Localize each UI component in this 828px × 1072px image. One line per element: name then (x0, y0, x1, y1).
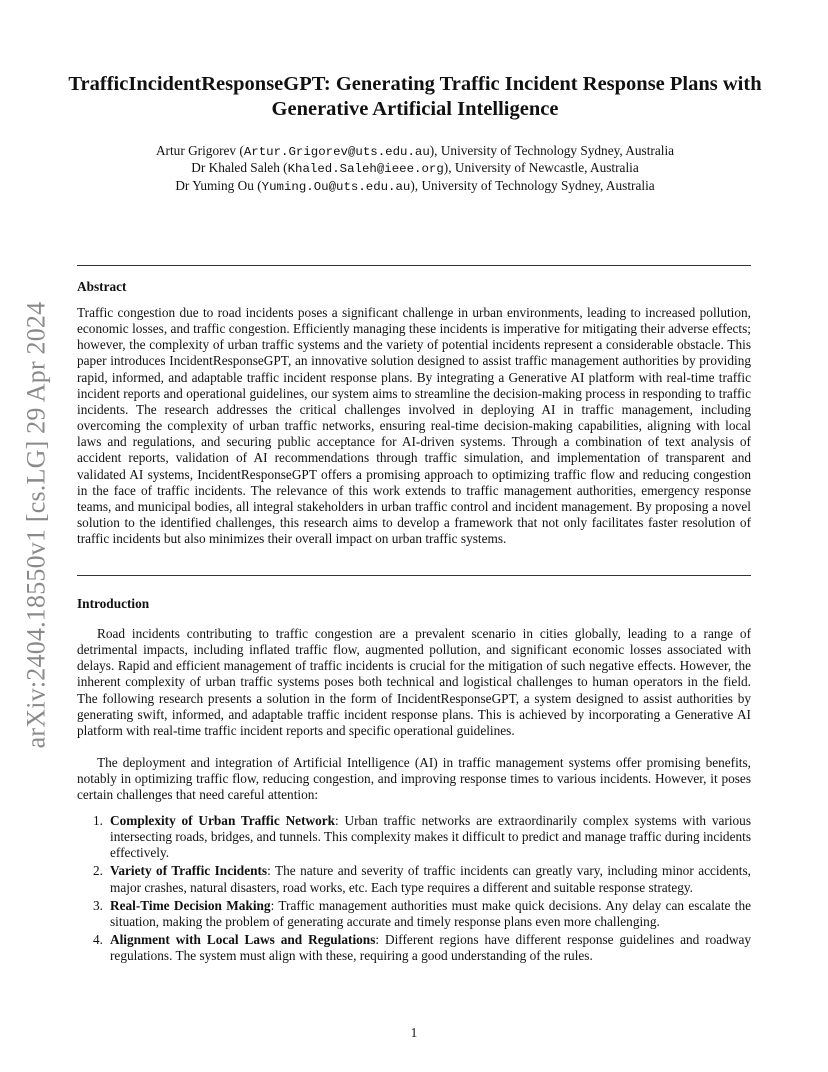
paper-title: TrafficIncidentResponseGPT: Generating Traffic Incident Response Plans with Generative Artificial Intelligence (68, 73, 762, 120)
abstract-heading: Abstract (77, 279, 127, 294)
list-item (77, 813, 751, 861)
list-item-number: 2. (93, 863, 103, 879)
author-affiliation: University of Newcastle, Australia (454, 160, 639, 176)
author-list (60, 143, 770, 195)
author-email: Artur.Grigorev@uts.edu.au (243, 145, 430, 159)
list-item (77, 932, 751, 964)
author-line: Dr Khaled Saleh (Khaled.Saleh@ieee.org), University of Newcastle, Australia (191, 160, 639, 177)
introduction-paragraph: Road incidents contributing to traffic congestion are a prevalent scenario in cities globally, leading to a range of detrimental impacts, including inflated traffic flow, augmented pollution, and significant economic losses associated with delays. Rapid and efficient management of traffic incidents is crucial for the mitigation of such negative effects. However, the inherent complexity of urban traffic systems poses both technical and logistical challenges to human operators in the field. The following research presents a solution in the form of IncidentResponseGPT, a system designed to assist authorities by generating swift, informed, and adaptable traffic incident response plans. This is achieved by incorporating a Generative AI platform with real-time traffic incident reports and specific operational guidelines. (77, 626, 751, 738)
author-name: Dr Yuming Ou (175, 177, 254, 193)
author-line: Dr Yuming Ou (Yuming.Ou@uts.edu.au), University of Technology Sydney, Australia (175, 177, 655, 194)
list-item-title: Complexity of Urban Traffic Network (110, 813, 336, 828)
author-affiliation: University of Technology Sydney, Australia (440, 143, 675, 158)
list-item-text: : Traffic management authorities must make quick decisions. Any delay can escalate the situation, making the problem of generating accurate and timely response plans even more challenging. (110, 897, 751, 929)
abstract-top-rule (77, 265, 751, 266)
abstract-bottom-rule (77, 575, 751, 576)
list-item-number: 1. (93, 813, 103, 828)
list-item-title: Real-Time Decision Making (110, 897, 271, 913)
arxiv-identifier (12, 285, 60, 765)
list-item-text: : Different regions have different response guidelines and roadway regulations. The system must align with these, requiring a good understanding of the rules. (110, 932, 751, 964)
list-item-text: : Urban traffic networks are extraordinarily complex systems with various intersecting roads, bridges, and tunnels. This complexity makes it difficult to predict and manage traffic during incidents effectively. (110, 813, 751, 861)
list-item-title: Alignment with Local Laws and Regulations (110, 932, 376, 948)
list-item-number: 4. (93, 932, 103, 948)
introduction-paragraph: The deployment and integration of Artificial Intelligence (AI) in traffic management systems offer promising benefits, notably in optimizing traffic flow, reducing congestion, and improving response times to various incidents. However, it poses certain challenges that need careful attention: (77, 755, 751, 803)
arxiv-identifier-text: arXiv:2404.18550v1 [cs.LG] 29 Apr 2024 (21, 301, 50, 749)
list-item-number: 3. (93, 897, 103, 913)
list-item (77, 898, 751, 930)
page-number: 1 (410, 1025, 418, 1040)
list-item-text: : The nature and severity of traffic incidents can greatly vary, including minor accidents, major crashes, natural disasters, road works, etc. Each type requires a different and suitable response strategy. (110, 863, 751, 895)
introduction-heading: Introduction (77, 596, 150, 611)
author-line: Artur Grigorev (Artur.Grigorev@uts.edu.au), University of Technology Sydney, Australia (155, 143, 675, 159)
abstract-text: Traffic congestion due to road incidents poses a significant challenge in urban environments, leading to increased pollution, economic losses, and traffic congestion. Efficiently managing these incidents is imperative for mitigating their adverse effects; however, the complexity of urban traffic systems and the variety of potential incidents represent a considerable obstacle. This paper introduces IncidentResponseGPT, an innovative solution designed to assist traffic management authorities by providing rapid, informed, and adaptable traffic incident response plans. By integrating a Generative AI platform with real-time traffic incident reports and operational guidelines, our system aims to streamline the decision-making process in responding to traffic incidents. The research addresses the critical challenges involved in deploying AI in traffic management, including overcoming the complexity of urban traffic networks, ensuring real-time decision-making capabilities, aligning with local laws and regulations, and securing public acceptance for AI-driven systems. Through a combination of text analysis of accident reports, validation of AI recommendations through traffic simulation, and implementation of transparent and validated AI systems, IncidentResponseGPT offers a promising approach to optimizing traffic flow and reducing congestion in the face of traffic incidents. The relevance of this work extends to traffic management authorities, emergency response teams, and municipal bodies, all integral stakeholders in urban traffic control and incident management. By proposing a novel solution to the identified challenges, this research aims to develop a framework that not only facilitates faster resolution of traffic incidents but also minimizes their overall impact on urban traffic systems. (77, 305, 751, 547)
author-email: Yuming.Ou@uts.edu.au (261, 179, 411, 194)
author-affiliation: University of Technology Sydney, Australia (421, 177, 655, 193)
author-name: Artur Grigorev (155, 143, 237, 158)
list-item-title: Variety of Traffic Incidents (110, 863, 268, 879)
author-name: Dr Khaled Saleh (191, 160, 280, 176)
challenges-list (77, 813, 751, 966)
author-email: Khaled.Saleh@ieee.org (287, 162, 444, 177)
list-item (77, 863, 751, 895)
